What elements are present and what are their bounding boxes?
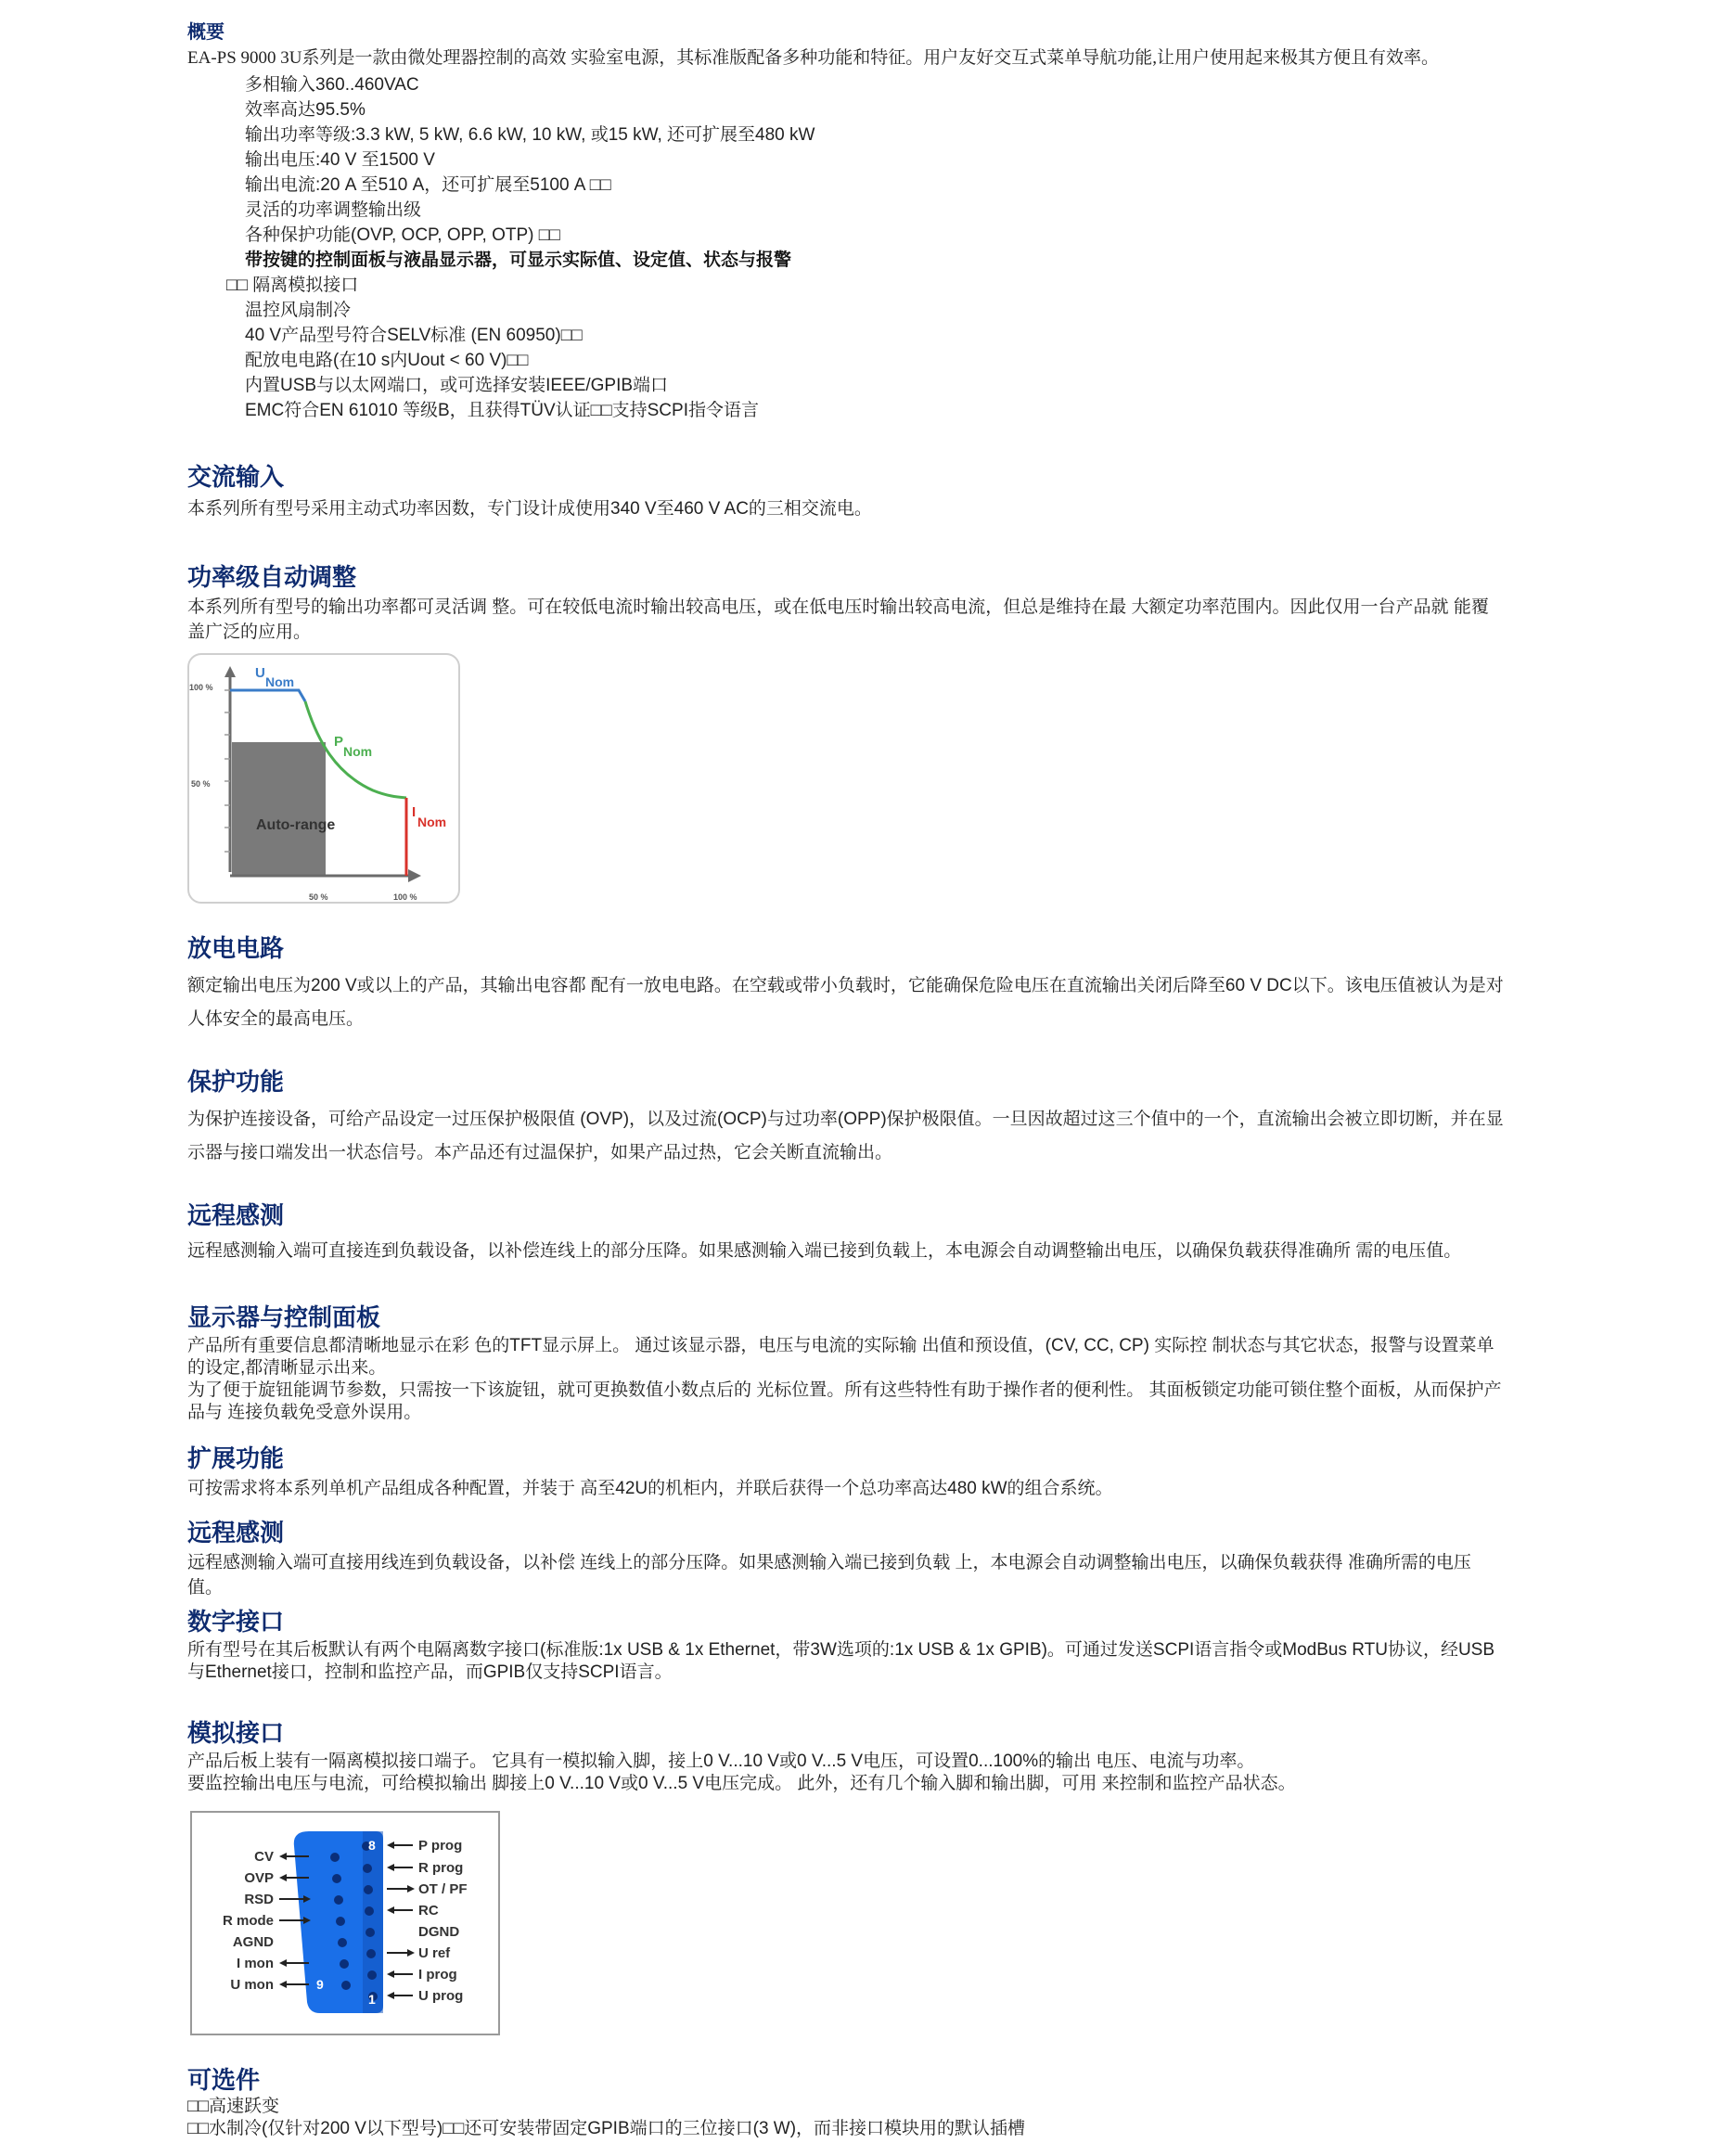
remote-sense-section [187, 1197, 1505, 1264]
p-nom-subscript: Nom [343, 744, 373, 759]
section-text: 为保护连接设备，可给产品设定一过压保护极限值 (OVP)，以及过流(OCP)与过功率(OPP)保护极限值。一旦因故超过这三个值中的一个，直流输出会被立即切断，并在显示器与接口端发出一状态信号。本产品还有过温保护，如果产品过热，它会关断直流输出。 [187, 1110, 1504, 1162]
list-item: □□ 隔离模拟接口 [226, 276, 359, 295]
list-item: 效率高达95.5% [245, 100, 366, 120]
list-item: 温控风扇制冷 [245, 301, 352, 320]
list-item: 各种保护功能(OVP, OCP, OPP, OTP) □□ [245, 225, 560, 245]
section-text: 产品后板上装有一隔离模拟接口端子。 它具有一模拟输入脚，接上0 V...10 V或0 V...5 V电压，可设置0...100%的输出 电压、电流与功率。 [187, 1752, 1255, 1771]
pin-name-u-mon: U mon [230, 1977, 274, 1993]
section-title: 交流输入 [187, 463, 285, 491]
ac-input-section [187, 458, 1505, 521]
i-nom-subscript: Nom [417, 815, 447, 829]
remote-sense-2-section [187, 1514, 1505, 1600]
list-item: 内置USB与以太网端口，或可选择安装IEEE/GPIB端口 [245, 376, 669, 395]
section-text: 所有型号在其后板默认有两个电隔离数字接口(标准版:1x USB & 1x Ethernet，带3W选项的:1x USB & 1x GPIB)。可通过发送SCPI语言指令或ModBus RTU协议，经USB与Ethernet接口，控制和监控产品，而GPIB仅支持SCPI语言。 [187, 1640, 1495, 1682]
list-item: □□高速跃变 [187, 2097, 279, 2116]
pin-name-dgnd: DGND [418, 1924, 460, 1940]
list-item: 输出电流:20 A 至510 A，还可扩展至5100 A □□ [245, 175, 611, 195]
overview-title: 概要 [187, 22, 224, 43]
overview-section [187, 17, 1505, 423]
u-nom-subscript: Nom [265, 674, 295, 689]
list-item: 40 V产品型号符合SELV标准 (EN 60950)□□ [245, 326, 583, 345]
pin-name-r-mode: R mode [222, 1913, 274, 1929]
y-tick-50: 50 % [191, 779, 211, 789]
pin-name-i-mon: I mon [237, 1956, 274, 1971]
list-item: 带按键的控制面板与液晶显示器，可显示实际值、设定值、状态与报警 [245, 250, 792, 270]
section-title: 扩展功能 [187, 1444, 285, 1472]
section-text: 本系列所有型号的输出功率都可灵活调 整。可在较低电流时输出较高电压，或在低电压时输出较高电流，但总是维持在最 大额定功率范围内。因此仅用一台产品就 能覆盖广泛的应用。 [187, 597, 1489, 642]
area-label: Auto-range [256, 817, 336, 833]
pin-name-agnd: AGND [232, 1934, 274, 1950]
discharge-section [187, 930, 1505, 1036]
auto-range-section [187, 558, 1505, 645]
expansion-section [187, 1440, 1505, 1501]
display-section [187, 1299, 1505, 1424]
list-item: 多相输入360..460VAC [245, 75, 419, 95]
section-title: 模拟接口 [187, 1719, 285, 1747]
section-text: 远程感测输入端可直接用线连到负载设备，以补偿 连线上的部分压降。如果感测输入端已接到负载 上，本电源会自动调整输出电压，以确保负载获得 准确所需的电压值。 [187, 1553, 1471, 1598]
pin-label-9: 9 [316, 1977, 324, 1992]
p-nom-symbol: P [334, 734, 344, 750]
analog-interface-section [187, 1714, 1505, 1795]
section-text: 额定输出电压为200 V或以上的产品，其输出电容都 配有一放电电路。在空载或带小负载时，它能确保危险电压在直流输出关闭后降至60 V DC以下。该电压值被认为是对人体安全的最高电压。 [187, 976, 1504, 1029]
auto-range-diagram [187, 653, 462, 905]
pin-name-cv: CV [254, 1849, 274, 1865]
u-nom-symbol: U [255, 665, 265, 681]
pin-name-p-prog: P prog [418, 1838, 463, 1854]
section-text: 可按需求将本系列单机产品组成各种配置，并装于 高至42U的机柜内，并联后获得一个总功率高达480 kW的组合系统。 [187, 1479, 1113, 1498]
i-nom-symbol: I [412, 804, 417, 820]
section-title: 远程感测 [187, 1519, 285, 1546]
feature-list [187, 72, 1505, 423]
section-title: 数字接口 [187, 1608, 285, 1636]
list-item: 配放电电路(在10 s内Uout < 60 V)□□ [245, 351, 529, 370]
analog-connector-diagram [190, 1811, 502, 2037]
section-title: 放电电路 [187, 934, 285, 962]
digital-interface-section [187, 1603, 1505, 1684]
section-title: 显示器与控制面板 [187, 1303, 381, 1331]
y-tick-100: 100 % [189, 683, 213, 692]
list-item: 输出功率等级:3.3 kW, 5 kW, 6.6 kW, 10 kW, 或15 kW, 还可扩展至480 kW [245, 125, 815, 145]
overview-intro: EA-PS 9000 3U系列是一款由微处理器控制的高效 实验室电源，其标准版配备多种功能和特征。用户友好交互式菜单导航功能,让用户使用起来极其方便且有效率。 [187, 48, 1440, 68]
list-item: 输出电压:40 V 至1500 V [245, 150, 435, 170]
auto-range-area [232, 742, 326, 876]
pin-name-ot-pf: OT / PF [418, 1881, 468, 1897]
connector-pin-row [363, 1831, 383, 2013]
auto-range-figure [187, 653, 462, 910]
protection-section [187, 1063, 1505, 1170]
pin-name-u-ref: U ref [418, 1945, 451, 1961]
section-title: 可选件 [187, 2066, 261, 2094]
pin-name-ovp: OVP [244, 1870, 274, 1886]
section-title: 远程感测 [187, 1201, 285, 1229]
pin-name-rsd: RSD [244, 1892, 274, 1907]
pin-name-u-prog: U prog [418, 1988, 464, 2004]
options-section [187, 2061, 1505, 2140]
section-text: 本系列所有型号采用主动式功率因数，专门设计成使用340 V至460 V AC的三相交流电。 [187, 499, 872, 519]
pin-name-i-prog: I prog [418, 1967, 457, 1983]
list-item: EMC符合EN 61010 等级B，且获得TÜV认证□□支持SCPI指令语言 [245, 401, 759, 420]
pin-name-r-prog: R prog [418, 1860, 464, 1876]
section-text: 远程感测输入端可直接连到负载设备，以补偿连线上的部分压降。如果感测输入端已接到负载上，本电源会自动调整输出电压，以确保负载获得准确所 需的电压值。 [187, 1241, 1462, 1261]
section-text: 要监控输出电压与电流，可给模拟输出 脚接上0 V...10 V或0 V...5 V电压完成。 此外，还有几个输入脚和输出脚，可用 来控制和监控产品状态。 [187, 1774, 1296, 1793]
pin-label-1: 1 [368, 1992, 376, 2007]
section-text: 为了便于旋钮能调节参数，只需按一下该旋钮，就可更换数值小数点后的 光标位置。所有这些特性有助于操作者的便利性。 其面板锁定功能可锁住整个面板，从而保护产品与 连接负载免受意外误用。 [187, 1380, 1502, 1422]
section-title: 功率级自动调整 [187, 563, 357, 591]
list-item: 灵活的功率调整输出级 [245, 200, 422, 220]
pin-label-8: 8 [368, 1838, 376, 1853]
section-text: 产品所有重要信息都清晰地显示在彩 色的TFT显示屏上。 通过该显示器，电压与电流的实际输 出值和预设值，(CV, CC, CP) 实际控 制状态与其它状态，报警与设置菜单 的设定,都清晰显示出来。 [187, 1336, 1495, 1378]
x-tick-50: 50 % [309, 892, 328, 902]
section-title: 保护功能 [187, 1068, 285, 1096]
analog-connector-figure [190, 1811, 502, 2042]
list-item: □□水制冷(仅针对200 V以下型号)□□还可安装带固定GPIB端口的三位接口(3 W)，而非接口模块用的默认插槽 [187, 2119, 1026, 2138]
x-tick-100: 100 % [393, 892, 417, 902]
pin-name-rc: RC [418, 1903, 439, 1919]
